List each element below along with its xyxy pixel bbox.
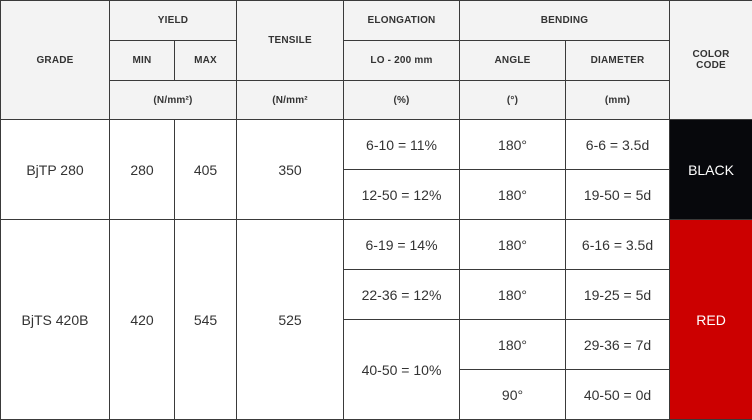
bending-angle-cell: 180° (460, 120, 566, 170)
header-bending-angle-unit: (°) (460, 81, 566, 120)
header-yield-max: MAX (175, 41, 237, 81)
header-elongation: ELONGATION (344, 1, 460, 41)
header-elongation-unit: (%) (344, 81, 460, 120)
bending-diameter-cell: 40-50 = 0d (566, 370, 670, 420)
header-row-1 (1, 1, 752, 41)
header-yield-min: MIN (110, 41, 175, 81)
yield-min-cell: 280 (110, 120, 175, 220)
yield-max-cell: 545 (175, 220, 237, 420)
elongation-cell: 6-10 = 11% (344, 120, 460, 170)
bending-angle-cell: 180° (460, 220, 566, 270)
header-bending-angle: ANGLE (460, 41, 566, 81)
header-row-units (1, 81, 752, 120)
bending-angle-cell: 180° (460, 270, 566, 320)
bending-diameter-cell: 6-6 = 3.5d (566, 120, 670, 170)
tensile-cell: 525 (237, 220, 344, 420)
bending-angle-cell: 180° (460, 170, 566, 220)
bending-angle-cell: 90° (460, 370, 566, 420)
header-bending-diameter: DIAMETER (566, 41, 670, 81)
header-yield-unit: (N/mm²) (110, 81, 237, 120)
header-row-2 (1, 41, 752, 81)
bending-diameter-cell: 19-25 = 5d (566, 270, 670, 320)
header-tensile: TENSILE (237, 1, 344, 81)
header-tensile-unit: (N/mm² (237, 81, 344, 120)
header-color-code-line1: COLOR (692, 49, 730, 60)
grade-cell: BjTP 280 (1, 120, 110, 220)
elongation-cell: 12-50 = 12% (344, 170, 460, 220)
color-code-red: RED (670, 220, 752, 420)
tensile-cell: 350 (237, 120, 344, 220)
elongation-cell: 22-36 = 12% (344, 270, 460, 320)
header-yield: YIELD (110, 1, 237, 41)
header-color-code-line2: CODE (696, 60, 726, 71)
header-bending-diameter-unit: (mm) (566, 81, 670, 120)
header-bending: BENDING (460, 1, 670, 41)
header-grade: GRADE (1, 1, 110, 120)
elongation-cell: 6-19 = 14% (344, 220, 460, 270)
yield-min-cell: 420 (110, 220, 175, 420)
grade-cell: BjTS 420B (1, 220, 110, 420)
elongation-cell: 40-50 = 10% (344, 320, 460, 420)
color-code-black: BLACK (670, 120, 752, 220)
table-row (1, 220, 752, 270)
header-elongation-sub: LO - 200 mm (344, 41, 460, 81)
bending-angle-cell: 180° (460, 320, 566, 370)
header-color-code (670, 1, 752, 120)
bending-diameter-cell: 6-16 = 3.5d (566, 220, 670, 270)
bending-diameter-cell: 29-36 = 7d (566, 320, 670, 370)
yield-max-cell: 405 (175, 120, 237, 220)
table-row (1, 120, 752, 170)
bending-diameter-cell: 19-50 = 5d (566, 170, 670, 220)
